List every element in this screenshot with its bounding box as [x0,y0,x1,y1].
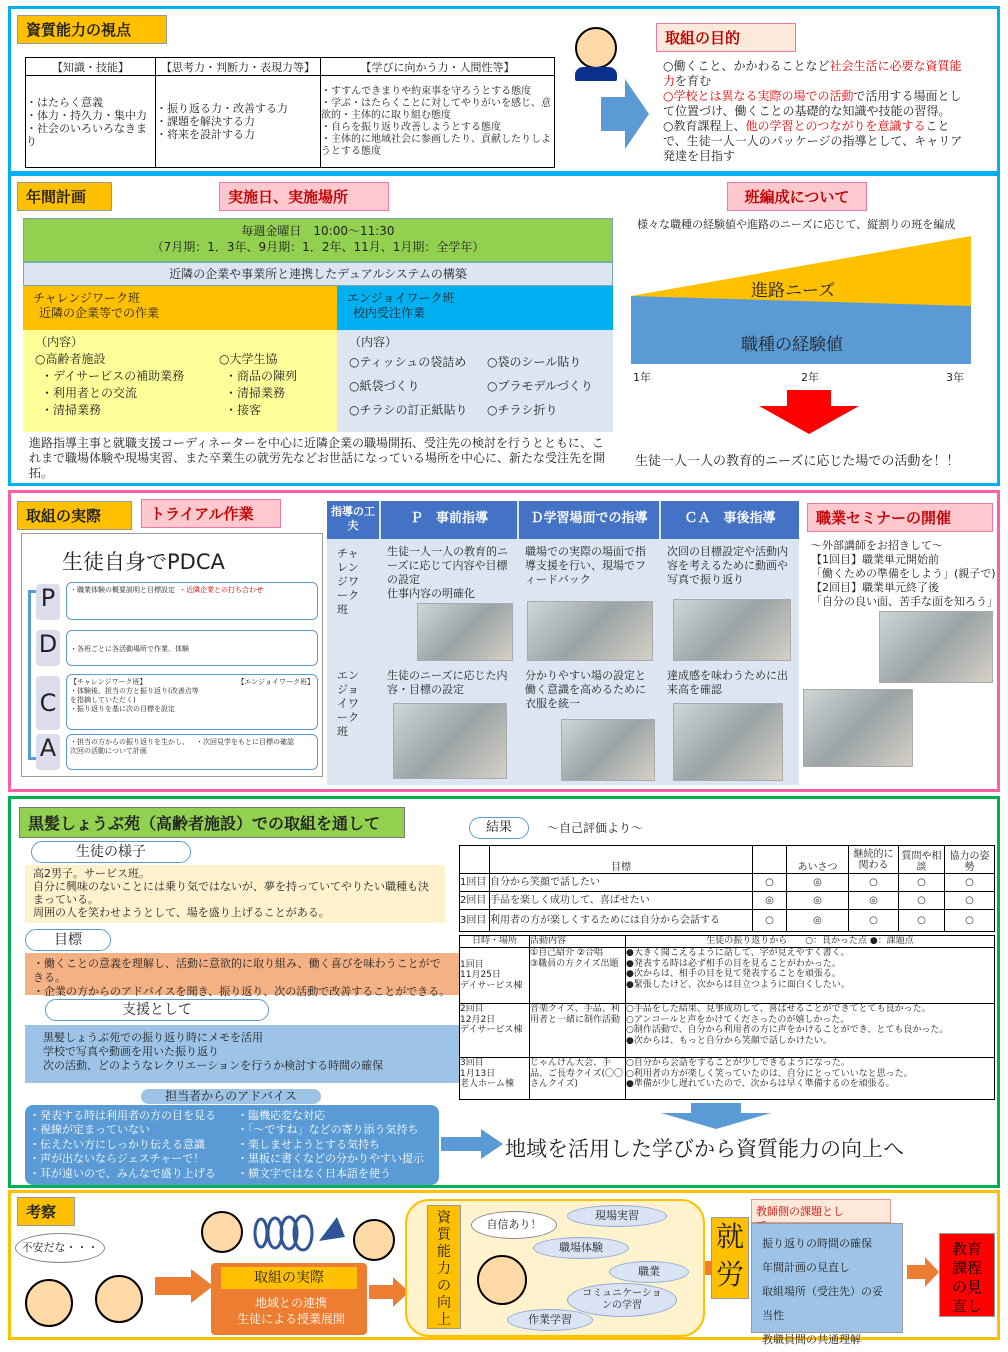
grid-row-label: エンジョイワーク班 [337,669,359,738]
grid-cell: 生徒一人一人の教育的ニーズに応じて内容や目標の設定 仕事内容の明確化 [387,545,508,600]
right-arrow-icon [369,1277,409,1307]
year-label: 1年 [633,371,651,384]
group-title: 班編成について [727,182,867,211]
grid-cell: 次回の目標設定や活動内容を考えるために動画や写真で振り返り [667,545,788,586]
section-discussion [8,1190,1000,1346]
student-title: 生徒の様子 [31,841,191,863]
section-practice [8,490,1000,792]
result-subtitle: ～自己評価より～ [547,821,644,835]
schedule-title: 実施日、実施場所 [219,182,389,211]
teacher-issues-title: 教師側の課題とし [751,1199,891,1223]
right-arrow-icon [601,79,649,149]
discussion-title: 考察 [17,1197,75,1226]
result-title: 結果 [469,817,529,839]
student-face-icon [353,1219,395,1261]
group-conclusion: 生徒一人一人の教育的ニーズに応じた場での活動を！！ [635,454,960,469]
perspective-title: 資質能力の視点 [17,15,167,44]
photo [527,601,653,661]
right-arrow-icon [155,1269,213,1303]
employment-label: 就労 [711,1217,749,1299]
seminar-title: 職業セミナーの開催 [807,503,993,532]
section-annual-plan [8,173,1000,486]
plan-note: 進路指導主事と就職支援コーディネーターを中心に近隣企業の職場開拓、受注先の検討を行うとともに、これまで職場体験や現場実習、また卒業生の就労先などお世話になっている場所を中心に、新たな受注先を開拓。 [29,436,606,480]
grid-header: ＣＡ 事後指導 [661,501,799,539]
year-label: 2年 [801,371,819,384]
right-arrow-icon [441,1129,503,1159]
experience-label: 職種の経験値 [741,335,843,355]
table-cell: ・振り返る力・改善する力 ・課題を解決する力 ・将来を設計する力 [156,76,321,168]
guidance-grid [327,501,799,785]
table-header: 【思考力・判断力・表現力等】 [156,58,321,76]
skill-bubble: 現場実習 [567,1205,667,1227]
result-table: 目標 あいさつ 継続的に関わる 質問や相談 協力の姿勢 1回目 自分から笑顔で話したい ○ ◎ ○ ○ ○ 2回目 手品を楽しく成功して、喜ばせたい ◎ ◎ ◎ ○ ○ 3回目 利用者の方が楽しくするためには自分から会話する ○ ◎ ○ ○ ○ [459,845,995,932]
schedule-box: 毎週金曜日 10:00～11:30 （7月期：1．3年、9月期：1．2年、11月、1月期：全学年） [23,218,613,262]
section-perspective [8,6,1000,174]
pdca-letter: P [36,584,60,620]
mascot-illustration [571,23,621,83]
photo [417,603,513,661]
table-row: 1回目 自分から笑顔で話したい ○ ◎ ○ ○ ○ [460,874,995,892]
worry-bubble: 不安だな・・・ [15,1233,105,1263]
table-row: 2回目 手品を楽しく成功して、喜ばせたい ◎ ◎ ◎ ○ ○ [460,892,995,910]
photo [673,599,791,661]
pdca-letter: C [36,676,60,730]
down-arrow-icon [661,1103,771,1129]
student-face-icon [201,1211,243,1253]
challenge-content: （内容） ○高齢者施設 ・デイサービスの補助業務 ・利用者との交流 ・清掃業務 ○大学生協 ・商品の陳列 ・清掃業務 ・接客 [23,330,337,432]
student-face-icon [25,1279,73,1327]
goal-title: 取組の目的 [656,23,796,52]
pdca-slide: 生徒自身でPDCA P D C A ・職業体験の概要説明と目標設定 ・近隣企業との打ち合わせ ・各班ごとに各活動場所で作業、体験 【チャレンジワーク班】 【エンジョイワーク班】 ・体験後、担当の方と振り返り(改善点等を指摘していただく) ・振り返りを基に次の目標を設定 ・担当の方からの振り返りを生かし、次回の活動について計画 ・次回見学をもとに目標の確認 [21,533,323,777]
log-table: 日時・場所 活動内容 生徒の振り返りから ○：良かった点 ●：課題点 1回目 11月25日 デイサービス棟 ①自己紹介 ②合唱 ③職員の方クイズ出題 ●大きく聞こえるように話して、字が見えやすく書く。 ●発表する時は必ず相手の目を見ることがわかった。 ●次からは、相手の目を見て発表することを頑張る。 ●緊張したけど、次からは目立つように面白くしたい。 2回目 12月2日 デイサービス棟 音楽クイズ、手品、利用者と一緒に制作活動 ○手品をした結果、見事成功して、喜ばせることができてとても良かった。 ○アンコールと声をかけてくださったのが嬉しかった。 ○制作活動で、自分から利用者の方に声をかけることができ、とても良かった。 ●次からは、もっと自分から笑顔で話しかけたい。 3回目 1月13日 老人ホーム棟 じゃんけん大会、手品、ご長寿クイズ(〇〇さんクイズ) ○自分から会話をすることが少しできるようになった。 ○利用者の方が楽しく笑っていたのは、自分にとっていいなと思った。 ●準備が少し遅れていたので、次からは早く準備するのを頑張る。 [459,935,995,1100]
case-title: 黒髪しょうぶ苑（高齢者施設）での取組を通して [19,807,405,838]
goal-text: ・働くことの意義を理解し、活動に意欲的に取り組み、働く喜びを味わうことができる。 ・企業の方からのアドバイスを聞き、振り返り、次の活動で改善することができる。 [25,953,459,995]
final-message: 地域を活用した学びから資質能力の向上へ [505,1137,904,1161]
dual-system-box: 近隣の企業や事業所と連携したデュアルシステムの構築 [23,262,613,286]
trial-title: トライアル作業 [141,499,281,528]
support-text: 黒髪しょうぶ苑での振り返り時にメモを活用 学校で写真や動画を用いた振り返り 次の活動、どのようなレクリエーションを行うか検討する時間の確保 [25,1025,459,1083]
support-title: 支援として [45,999,269,1021]
skill-bubble: 職場体験 [533,1237,629,1259]
photo [673,703,783,781]
right-arrow-icon [907,1257,939,1287]
skill-bubble: コミュニケーションの学習 [567,1283,677,1317]
down-arrow-icon [759,390,859,434]
teacher-issues-box: 振り返りの時間の確保 年間計画の見直し 取組場所（受注先）の妥当性 教職員間の共通理解 [751,1223,903,1333]
curriculum-review: 教育課程の見直し [939,1233,995,1317]
pdca-letter: A [36,734,60,770]
practice-label: 取組の実際 [221,1267,357,1289]
photo [561,719,655,781]
grid-cell: 達成感を味わうために出来高を確認 [667,669,788,696]
table-header: 【学びに向かう力・人間性等】 [321,58,555,76]
skill-bubble: 作業学習 [507,1309,593,1331]
pdca-letter: D [36,630,60,666]
ability-label: 資質能力の向上 [427,1205,461,1329]
annual-plan-title: 年間計画 [17,182,112,211]
student-text: 高2男子。サービス班。 自分に興味のないことには乗り気ではないが、夢を持っていてやりたい職種も決まっている。 周囲の人を笑わせようとして、場を盛り上げることがある。 [25,865,445,923]
photo [393,703,507,779]
table-cell: ・はたらく意義 ・体力・持久力・集中力 ・社会のいろいろなきまり [26,76,156,168]
grid-header: Ｄ学習場面での指導 [519,501,659,539]
grid-cell: 分かりやすい場の設定と働く意識を高めるために衣服を統一 [525,669,646,710]
grid-row-label: チャレンジワーク班 [337,547,359,616]
pdca-title: 生徒自身でPDCA [62,550,225,574]
table-row: 1回目 11月25日 デイサービス棟 ①自己紹介 ②合唱 ③職員の方クイズ出題 ●大きく聞こえるように話して、字が見えやすく書く。 ●発表する時は必ず相手の目を見ることがわかった。 ●次からは、相手の目を見て発表することを頑張る。 ●緊張したけど、次からは目立つように面白くしたい。 [460,948,995,1004]
table-row: 3回目 利用者の方が楽しくするためには自分から会話する ○ ◎ ○ ○ ○ [460,910,995,932]
group-desc: 様々な職種の経験値や進路のニーズに応じて、縦割りの班を編成 [637,218,956,231]
student-face-icon [477,1255,527,1305]
photo [803,689,913,767]
enjoy-content: （内容） ○ティッシュの袋詰め ○紙袋づくり ○チラシの訂正紙貼り ○袋のシール貼り ○プラモデルづくり ○チラシ折り [337,330,613,432]
section-case-study [8,796,1000,1188]
student-face-icon [95,1275,143,1323]
table-row: 3回目 1月13日 老人ホーム棟 じゃんけん大会、手品、ご長寿クイズ(〇〇さんクイズ) ○自分から会話をすることが少しできるようになった。 ○利用者の方が楽しく笑っていたのは、自分にとっていいなと思った。 ●準備が少し遅れていたので、次からは早く準備するのを頑張る。 [460,1058,995,1100]
perspective-table [25,57,555,168]
goal-label: 目標 [25,929,111,951]
table-cell: ・すすんできまりや約束事を守ろうとする態度 ・学ぶ・はたらくことに対してやりがいを感じ、意欲的・主体的に取り組む態度 ・自らを振り返り改善しようとする態度 ・主体的に地域社会に参画したり、貢献したりしようとする態度 [321,76,555,168]
advice-box: ・発表する時は利用者の方の目を見る ・視線が定まっていない ・伝えたい方にしっかり伝える意識 ・声が出ないならジェスチャーで！ ・耳が遠いので、みんなで盛り上げる ・臨機応変な対応 ・「～ですね」などの寄り添う気持ち ・楽しませようとする気持ち ・黒板に書くなどの分かりやすい提示 ・横文字ではなく日本語を使う [25,1105,439,1185]
spring-icon [241,1211,351,1255]
year-label: 3年 [946,371,964,384]
need-label: 進路ニーズ [751,281,836,301]
seminar-text: ～外部講師をお招きして～ 【1回目】職業単元開始前 「働くための準備をしよう」(親子で) 【2回目】職業単元終了後 「自分の良い面、苦手な面を知ろう」 [811,539,998,608]
confidence-bubble: 自信あり！ [471,1211,557,1239]
enjoy-header: エンジョイワーク班 校内受注作業 [337,286,613,330]
table-row: 2回目 12月2日 デイサービス棟 音楽クイズ、手品、利用者と一緒に制作活動 ○手品をした結果、見事成功して、喜ばせることができてとても良かった。 ○アンコールと声をかけてくださったのが嬉しかった。 ○制作活動で、自分から利用者の方に声をかけることができ、とても良かった。 ●次からは、もっと自分から笑顔で話しかけたい。 [460,1004,995,1058]
grid-header: Ｐ 事前指導 [381,501,517,539]
table-header: 【知識・技能】 [26,58,156,76]
practice-text: 地域との連携 生徒による授業展開 [236,1296,345,1326]
grid-cell: 職場での実際の場面で指導支援を行い、現場でフィードバック [525,545,646,586]
advice-title: 担当者からのアドバイス [141,1089,321,1104]
grid-header: 指導の工夫 [327,501,379,539]
goal-text: ○働くこと、かかわることなど社会生活に必要な資質能力を育む ○学校とは異なる実際の場での活動で活用する場面として位置づけ、働くことの基礎的な知識や技能の習得。 ○教育課程上、他の学習とのつながりを意識することで、生徒一人一人のパッケージの指導として、キャリア発達を目指す [663,59,963,163]
photo [879,611,993,683]
grid-cell: 生徒のニーズに応じた内容・目標の設定 [387,669,508,696]
skill-bubble: 職業 [609,1261,689,1283]
practice-title: 取組の実際 [17,501,132,530]
challenge-header: チャレンジワーク班 近隣の企業等での作業 [23,286,337,330]
